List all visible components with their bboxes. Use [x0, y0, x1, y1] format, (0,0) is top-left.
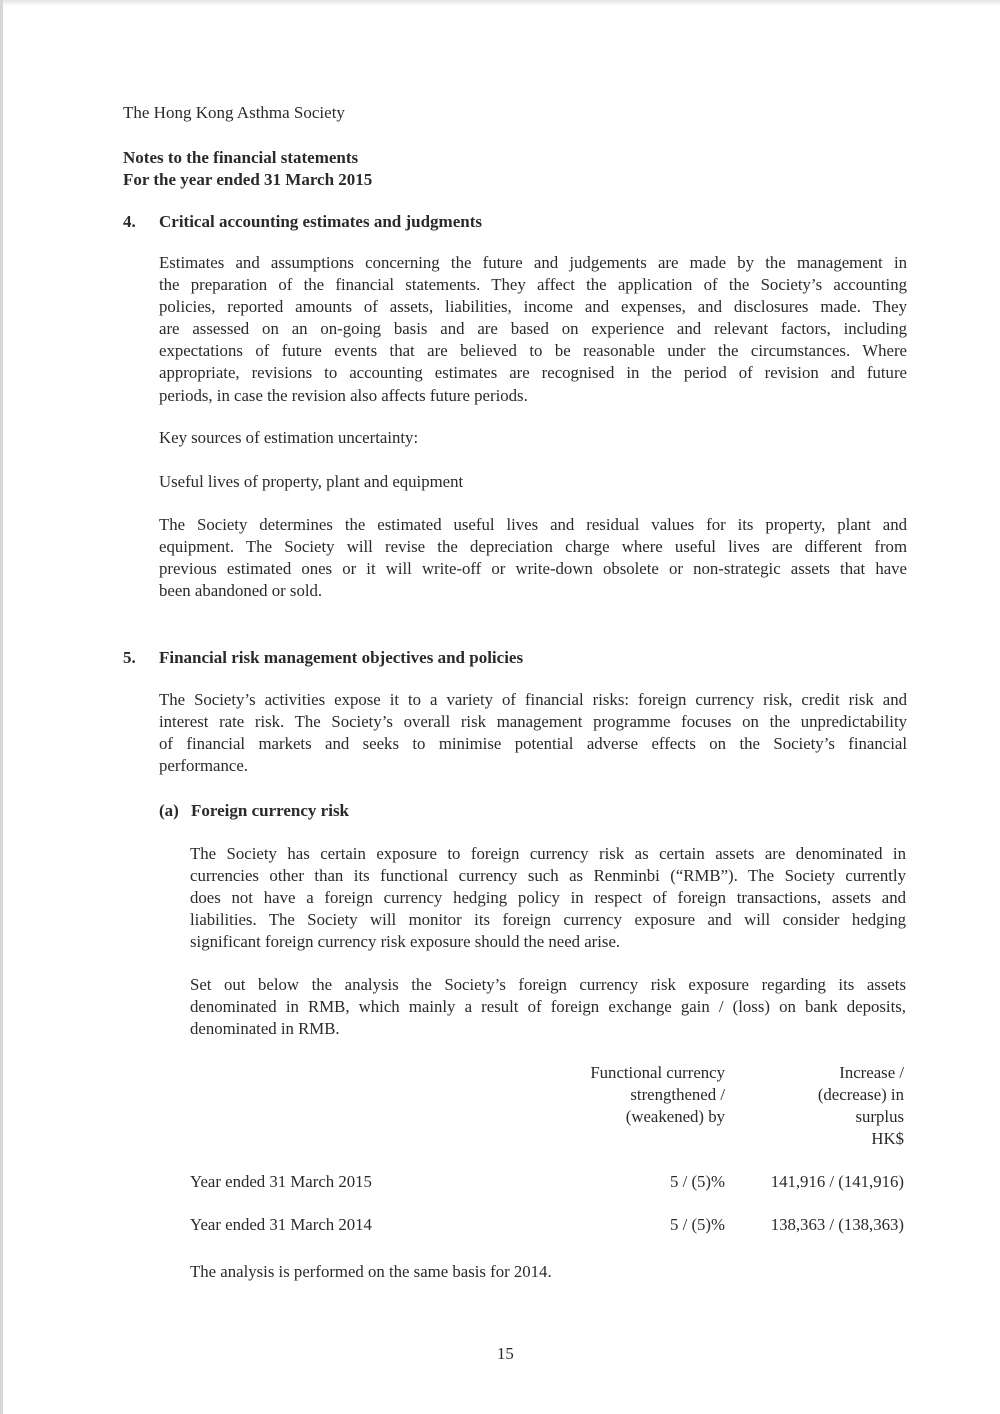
- subsection-a-title: Foreign currency risk: [191, 801, 350, 820]
- table-row-rate: 5 / (5)%: [670, 1172, 725, 1191]
- subsection-a-paragraph-1: [190, 843, 906, 953]
- header-line: surplus: [855, 1107, 904, 1127]
- subsection-a-label: (a): [159, 801, 179, 820]
- text-line: Estimates and assumptions concerning the future and judgements are made by the management in: [159, 253, 907, 272]
- text-line: periods, in case the revision also affects future periods.: [159, 385, 528, 405]
- section-5-number: 5.: [123, 648, 136, 667]
- section-4-paragraph-1: [159, 252, 907, 407]
- text-line: the preparation of the financial statements. They affect the application of the Society’s accounting: [159, 275, 907, 295]
- text-line: expectations of future events that are believed to be reasonable under the circumstances. Where: [159, 341, 907, 361]
- section-4-title: Critical accounting estimates and judgments: [159, 212, 482, 231]
- analysis-footnote: The analysis is performed on the same basis for 2014.: [190, 1262, 552, 1281]
- page-number: 15: [497, 1344, 514, 1363]
- text-line: been abandoned or sold.: [159, 581, 323, 601]
- text-line: of financial markets and seeks to minimise potential adverse effects on the Society’s financial: [159, 734, 907, 754]
- table-row-rate: 5 / (5)%: [670, 1215, 725, 1234]
- notes-title: Notes to the financial statements: [123, 148, 359, 167]
- table-header-amount: [742, 1062, 904, 1150]
- header-line: HK$: [871, 1129, 904, 1149]
- scan-top-edge: [0, 0, 1000, 6]
- text-line: The Society determines the estimated useful lives and residual values for its property, plant and: [159, 515, 907, 534]
- text-line: are assessed on an on-going basis and are based on experience and relevant factors, including: [159, 319, 907, 339]
- table-row-amount: 141,916 / (141,916): [770, 1172, 904, 1191]
- table-row-amount: 138,363 / (138,363): [770, 1215, 904, 1234]
- table-header-rate: [545, 1062, 725, 1128]
- text-line: currencies other than its functional currency such as Renminbi (“RMB”). The Society currently: [190, 866, 906, 886]
- text-line: policies, reported amounts of assets, liabilities, income and expenses, and disclosures made. They: [159, 297, 907, 317]
- text-line: The Society has certain exposure to foreign currency risk as certain assets are denominated in: [190, 844, 906, 863]
- header-line: Functional currency: [590, 1063, 725, 1082]
- header-line: strengthened /: [630, 1085, 725, 1105]
- header-line: Increase /: [839, 1063, 904, 1082]
- period-title: For the year ended 31 March 2015: [123, 170, 373, 189]
- table-row-label: Year ended 31 March 2015: [190, 1172, 372, 1191]
- section-5-title: Financial risk management objectives and policies: [159, 648, 524, 667]
- text-line: denominated in RMB.: [190, 1019, 340, 1039]
- text-line: equipment. The Society will revise the depreciation charge where useful lives are different from: [159, 537, 907, 557]
- section-4-paragraph-2: [159, 514, 907, 602]
- text-line: denominated in RMB, which mainly a result of foreign exchange gain / (loss) on bank deposits,: [190, 997, 906, 1017]
- text-line: significant foreign currency risk exposure should the need arise.: [190, 932, 621, 952]
- header-line: (decrease) in: [817, 1085, 904, 1105]
- text-line: The Society’s activities expose it to a variety of financial risks: foreign currency risk, credit risk and: [159, 690, 907, 709]
- text-line: Set out below the analysis the Society’s foreign currency risk exposure regarding its assets: [190, 975, 906, 994]
- key-sources-text: Key sources of estimation uncertainty:: [159, 428, 419, 447]
- section-4-number: 4.: [123, 212, 136, 231]
- table-row-label: Year ended 31 March 2014: [190, 1215, 372, 1234]
- useful-lives-subheading: Useful lives of property, plant and equipment: [159, 472, 464, 491]
- subsection-a-paragraph-2: [190, 974, 906, 1040]
- header-line: (weakened) by: [625, 1107, 725, 1127]
- text-line: does not have a foreign currency hedging policy in respect of foreign transactions, assets and: [190, 888, 906, 908]
- text-line: liabilities. The Society will monitor its foreign currency exposure and will consider hedging: [190, 910, 906, 930]
- text-line: interest rate risk. The Society’s overall risk management programme focuses on the unpredictability: [159, 712, 907, 732]
- text-line: appropriate, revisions to accounting estimates are recognised in the period of revision and future: [159, 363, 907, 383]
- text-line: performance.: [159, 756, 248, 776]
- text-line: previous estimated ones or it will write-off or write-down obsolete or non-strategic assets that have: [159, 559, 907, 579]
- section-5-paragraph-1: [159, 689, 907, 777]
- scan-left-edge: [0, 0, 3, 1414]
- organization-name: The Hong Kong Asthma Society: [123, 103, 345, 122]
